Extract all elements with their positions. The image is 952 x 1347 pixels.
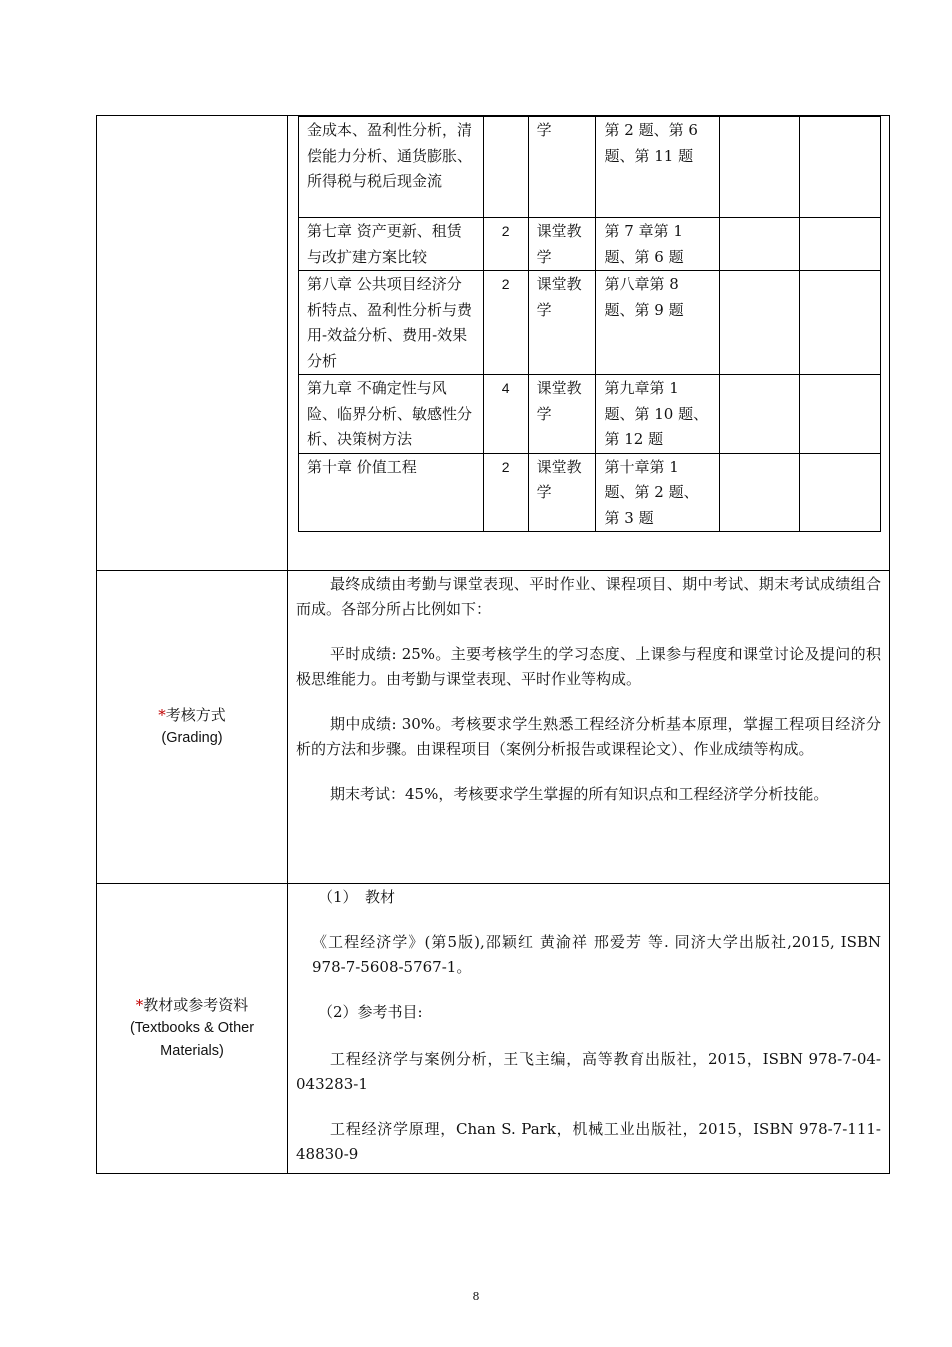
homework-cell: 第九章第 1 题、第 10 题、第 12 题	[596, 375, 720, 454]
topic-cell: 金成本、盈利性分析，清偿能力分析、通货膨胀、所得税与税后现金流	[299, 117, 484, 218]
homework-cell: 第 7 章第 1 题、第 6 题	[596, 218, 720, 271]
table-row	[299, 375, 881, 454]
materials-row	[97, 884, 890, 1174]
schedule-table	[298, 116, 881, 532]
topic-cell: 第八章 公共项目经济分析特点、盈利性分析与费用-效益分析、费用-效果分析	[299, 271, 484, 375]
course-syllabus-table	[96, 115, 890, 1174]
empty-cell	[720, 117, 800, 218]
schedule-content-cell	[288, 116, 890, 571]
grading-row	[97, 571, 890, 884]
method-cell: 学	[528, 117, 596, 218]
empty-cell	[720, 271, 800, 375]
method-cell: 课堂教学	[528, 453, 596, 532]
table-row	[299, 453, 881, 532]
materials-label-en: (Textbooks & Other Materials)	[129, 1020, 255, 1059]
grading-content-cell	[288, 571, 890, 884]
hours-cell: 2	[483, 218, 528, 271]
topic-cell: 第七章 资产更新、租赁与改扩建方案比较	[299, 218, 484, 271]
empty-cell	[720, 218, 800, 271]
empty-cell	[800, 375, 881, 454]
empty-cell	[720, 453, 800, 532]
page-number: 8	[472, 1290, 480, 1303]
hours-cell: 2	[483, 453, 528, 532]
method-cell: 课堂教学	[528, 218, 596, 271]
schedule-row	[97, 116, 890, 571]
empty-cell	[800, 271, 881, 375]
homework-cell: 第 2 题、第 6 题、第 11 题	[596, 117, 720, 218]
topic-cell: 第十章 价值工程	[299, 453, 484, 532]
grading-label-cn: 考核方式	[165, 706, 226, 724]
hours-cell: 4	[483, 375, 528, 454]
empty-cell	[800, 117, 881, 218]
homework-cell: 第八章第 8 题、第 9 题	[596, 271, 720, 375]
reference-entry: 工程经济学与案例分析，王飞主编，高等教育出版社，2015，ISBN 978-7-04-043283-1	[296, 1050, 881, 1093]
materials-label-cn: 教材或参考资料	[143, 996, 249, 1014]
grading-midterm: 期中成绩: 30%。考核要求学生熟悉工程经济分析基本原理，掌握工程项目经济分析的方法和步骤。由课程项目（案例分析报告或课程论文）、作业成绩等构成。	[296, 715, 881, 758]
materials-label-cell	[97, 884, 288, 1174]
materials-content-cell	[288, 884, 890, 1174]
empty-cell	[800, 453, 881, 532]
references-heading: （2）参考书目:	[318, 1003, 423, 1021]
empty-cell	[800, 218, 881, 271]
grading-final: 期末考试：45%，考核要求学生掌握的所有知识点和工程经济学分析技能。	[330, 785, 829, 803]
table-row	[299, 271, 881, 375]
textbook-entry: 《工程经济学》(第5版),邵颖红 黄渝祥 邢爱芳 等. 同济大学出版社,2015, ISBN 978-7-5608-5767-1。	[312, 933, 881, 976]
required-mark: *	[158, 706, 166, 724]
reference-entry: 工程经济学原理，Chan S. Park，机械工业出版社，2015，ISBN 978-7-111-48830-9	[296, 1120, 881, 1163]
homework-cell: 第十章第 1 题、第 2 题、第 3 题	[596, 453, 720, 532]
grading-label-en: (Grading)	[161, 730, 223, 746]
grading-intro: 最终成绩由考勤与课堂表现、平时作业、课程项目、期中考试、期末考试成绩组合而成。各部分所占比例如下：	[296, 575, 881, 618]
topic-cell: 第九章 不确定性与风险、临界分析、敏感性分析、决策树方法	[299, 375, 484, 454]
table-row	[299, 117, 881, 218]
empty-cell	[720, 375, 800, 454]
hours-cell	[483, 117, 528, 218]
hours-cell: 2	[483, 271, 528, 375]
textbook-heading: （1） 教材	[318, 888, 396, 906]
method-cell: 课堂教学	[528, 271, 596, 375]
method-cell: 课堂教学	[528, 375, 596, 454]
required-mark: *	[135, 996, 144, 1014]
grading-label-cell	[97, 571, 288, 884]
table-row	[299, 218, 881, 271]
schedule-label-cell	[97, 116, 288, 571]
grading-regular: 平时成绩: 25%。主要考核学生的学习态度、上课参与程度和课堂讨论及提问的积极思维能力。由考勤与课堂表现、平时作业等构成。	[296, 645, 881, 688]
